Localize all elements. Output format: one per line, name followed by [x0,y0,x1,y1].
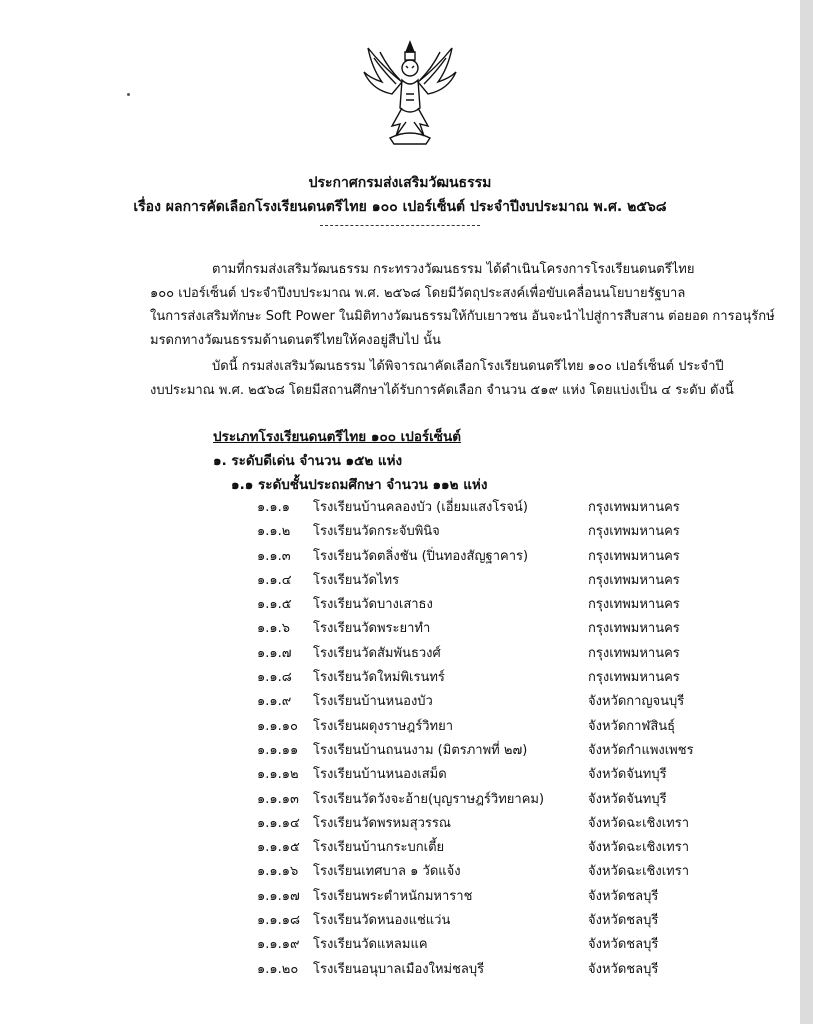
school-row [257,666,717,690]
school-name: โรงเรียนวัดบางเสาธง [313,597,433,613]
school-province: จังหวัดชลบุรี [588,961,659,977]
school-province: จังหวัดจันทบุรี [588,791,667,807]
school-row [257,909,717,933]
school-name: โรงเรียนวัดตลิ่งชัน (ปิ่นทองสัญฐาคาร) [313,548,529,564]
school-name: โรงเรียนบ้านหนองเสม็ด [313,767,447,783]
school-row [257,788,717,812]
school-list [257,496,717,982]
paragraph-line-text: บัดนี้ กรมส่งเสริมวัฒนธรรม ได้พิจารณาคัดเลือกโรงเรียนดนตรีไทย ๑๐๐ เปอร์เซ็นต์ ประจำปี [212,359,724,374]
school-number: ๑.๑.๔ [257,572,292,588]
school-province: จังหวัดฉะเชิงเทรา [588,864,690,880]
paragraph-line [150,355,734,379]
school-province: จังหวัดกาญจนบุรี [588,694,685,710]
paragraph-line: มรดกทางวัฒนธรรมด้านดนตรีไทยให้คงอยู่สืบไป นั้น [150,332,441,348]
school-number: ๑.๑.๑๖ [257,864,299,880]
school-name: โรงเรียนวัดไทร [313,572,400,588]
announcement-subject: เรื่อง ผลการคัดเลือกโรงเรียนดนตรีไทย ๑๐๐ เปอร์เซ็นต์ ประจำปีงบประมาณ พ.ศ. ๒๕๖๘ [133,199,667,215]
school-province: กรุงเทพมหานคร [588,621,680,637]
school-province: จังหวัดจันทบุรี [588,767,667,783]
school-province: จังหวัดชลบุรี [588,913,659,929]
school-number: ๑.๑.๑๐ [257,718,298,734]
school-row [257,958,717,982]
school-name: โรงเรียนบ้านหนองบัว [313,694,433,710]
school-number: ๑.๑.๑๙ [257,937,300,953]
school-province: กรุงเทพมหานคร [588,572,680,588]
school-row [257,715,717,739]
announcement-title: ประกาศกรมส่งเสริมวัฒนธรรม [308,175,492,191]
school-province: จังหวัดฉะเชิงเทรา [588,815,690,831]
school-name: โรงเรียนเทศบาล ๑ วัดแจ้ง [313,864,461,880]
school-number: ๑.๑.๑๔ [257,815,300,831]
level-heading: ๑. ระดับดีเด่น จำนวน ๑๕๒ แห่ง [213,453,403,469]
school-row [257,496,717,520]
school-number: ๑.๑.๖ [257,621,291,637]
type-heading: ประเภทโรงเรียนดนตรีไทย ๑๐๐ เปอร์เซ็นต์ [213,429,461,445]
school-province: จังหวัดกำแพงเพชร [588,742,694,758]
school-row [257,690,717,714]
school-province: จังหวัดชลบุรี [588,888,659,904]
school-row [257,763,717,787]
paragraph-line: ในการส่งเสริมทักษะ Soft Power ในมิติทางวัฒนธรรมให้กับเยาวชน อันจะนำไปสู่การสืบสาน ต่อยอด การอนุรักษ์ [150,309,775,324]
paragraph-line: ๑๐๐ เปอร์เซ็นต์ ประจำปีงบประมาณ พ.ศ. ๒๕๖๘ โดยมีวัตถุประสงค์เพื่อขับเคลื่อนนโยบายรัฐบาล [150,285,686,301]
school-number: ๑.๑.๒๐ [257,961,299,977]
school-name: โรงเรียนพระตำหนักมหาราช [313,888,473,904]
school-name: โรงเรียนอนุบาลเมืองใหม่ชลบุรี [313,961,485,977]
school-province: กรุงเทพมหานคร [588,524,680,540]
school-row [257,836,717,860]
school-number: ๑.๑.๙ [257,694,292,710]
garuda-emblem-icon [362,38,458,146]
school-row [257,933,717,957]
school-number: ๑.๑.๑๘ [257,913,301,929]
paragraph-line-text: ตามที่กรมส่งเสริมวัฒนธรรม กระทรวงวัฒนธรรม ได้ดำเนินโครงการโรงเรียนดนตรีไทย [212,262,695,277]
school-name: โรงเรียนวัดพรหมสุวรรณ [313,815,451,831]
school-row [257,885,717,909]
school-number: ๑.๑.๗ [257,645,292,661]
school-row [257,642,717,666]
school-row [257,593,717,617]
school-number: ๑.๑.๑๗ [257,888,300,904]
school-province: กรุงเทพมหานคร [588,500,680,515]
school-name: โรงเรียนวัดใหม่พิเรนทร์ [313,670,445,686]
paragraph-line [150,258,775,282]
school-number: ๑.๑.๒ [257,524,291,540]
school-province: จังหวัดกาฬสินธุ์ [588,718,676,734]
school-number: ๑.๑.๑ [257,500,291,515]
school-province: กรุงเทพมหานคร [588,548,680,564]
school-name: โรงเรียนวัดพระยาทำ [313,621,431,637]
sublevel-heading: ๑.๑ ระดับชั้นประถมศึกษา จำนวน ๑๑๒ แห่ง [231,477,488,493]
school-row [257,545,717,569]
school-number: ๑.๑.๕ [257,597,292,613]
school-name: โรงเรียนบ้านกระบกเตี้ย [313,840,445,856]
page-edge [800,0,813,1024]
school-number: ๑.๑.๘ [257,670,292,686]
school-number: ๑.๑.๑๑ [257,742,299,758]
paragraph-line: งบประมาณ พ.ศ. ๒๕๖๘ โดยมีสถานศึกษาได้รับการคัดเลือก จำนวน ๕๑๙ แห่ง โดยแบ่งเป็น ๔ ระดับ ดังนี้ [150,382,734,398]
school-province: กรุงเทพมหานคร [588,597,680,613]
paragraph-intro [150,258,775,352]
school-province: กรุงเทพมหานคร [588,645,680,661]
school-row [257,569,717,593]
school-name: โรงเรียนวัดแหลมแค [313,937,428,953]
school-number: ๑.๑.๓ [257,548,291,564]
school-province: กรุงเทพมหานคร [588,670,680,686]
school-name: โรงเรียนบ้านคลองบัว (เอี่ยมแสงโรจน์) [313,500,528,515]
school-row [257,860,717,884]
school-row [257,617,717,641]
paragraph-result [150,355,734,402]
school-number: ๑.๑.๑๓ [257,791,299,807]
school-name: โรงเรียนวัดหนองแช่แว่น [313,913,451,929]
school-row [257,520,717,544]
school-number: ๑.๑.๑๕ [257,840,300,856]
school-row [257,739,717,763]
school-name: โรงเรียนวัดกระจับพินิจ [313,524,440,540]
school-name: โรงเรียนวัดสัมพันธวงศ์ [313,645,441,661]
dashed-divider [320,225,480,226]
school-name: โรงเรียนผดุงราษฎร์วิทยา [313,718,453,734]
speck-mark [127,93,130,96]
school-row [257,812,717,836]
school-name: โรงเรียนบ้านถนนงาม (มิตรภาพที่ ๒๗) [313,742,528,758]
school-name: โรงเรียนวัดวังจะอ้าย(บุญราษฎร์วิทยาคม) [313,791,545,807]
school-province: จังหวัดฉะเชิงเทรา [588,840,690,856]
school-province: จังหวัดชลบุรี [588,937,659,953]
school-number: ๑.๑.๑๒ [257,767,299,783]
